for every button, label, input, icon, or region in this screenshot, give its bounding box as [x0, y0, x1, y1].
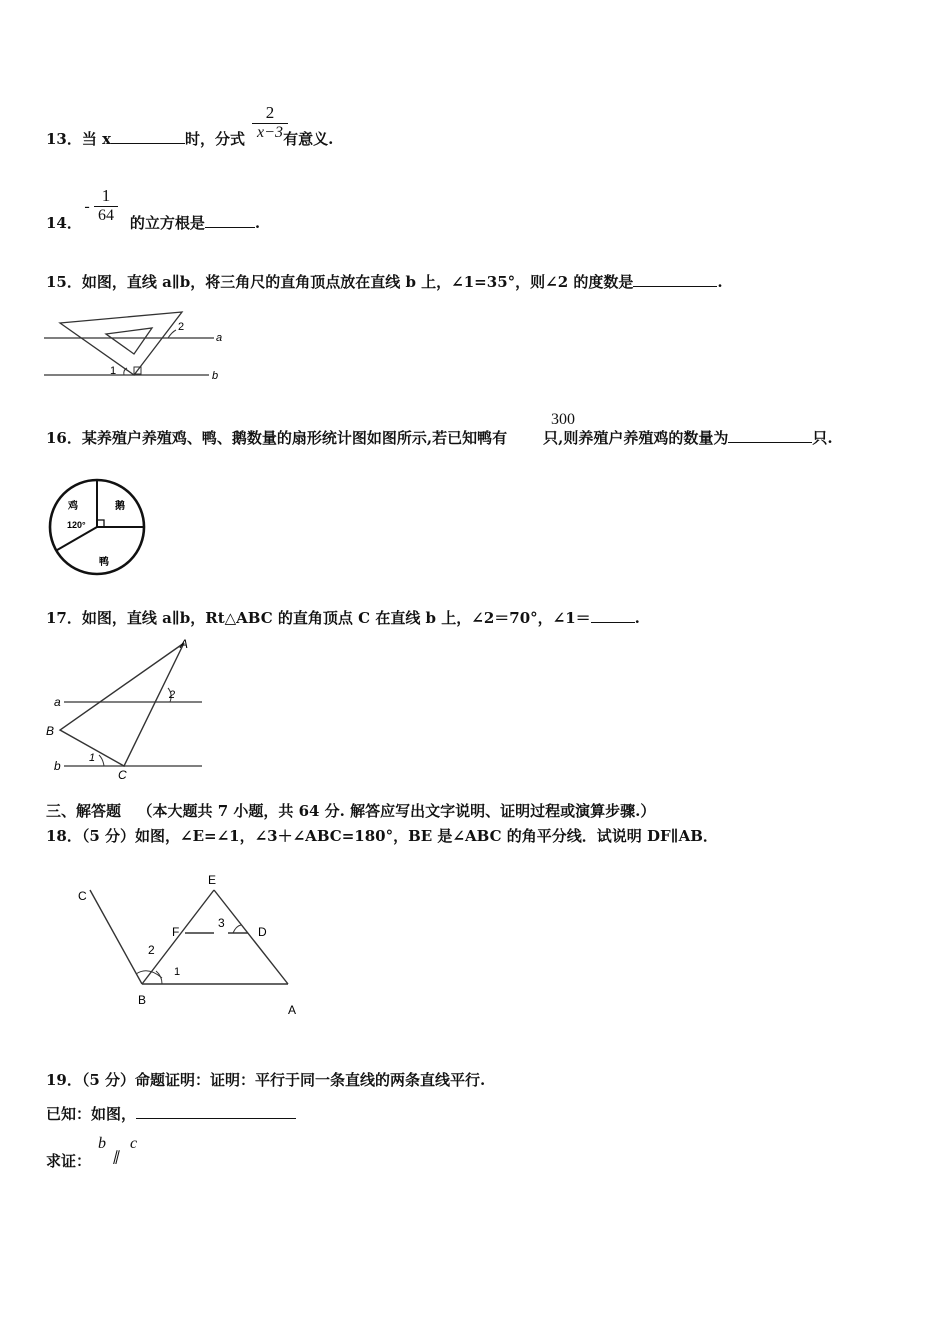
q14-frac-denominator: 64: [98, 207, 114, 224]
q15-angle2-arc: [168, 330, 176, 338]
q18-label-F: F: [172, 925, 180, 939]
q19-known-line: [46, 1103, 296, 1124]
q13-answer-blank[interactable]: [111, 129, 185, 144]
q19-known: 已知：如图，: [46, 1105, 137, 1123]
question-17: [46, 607, 640, 628]
q18-label-E: E: [208, 873, 217, 887]
q15-label-1: 1: [110, 365, 117, 377]
question-13: [46, 128, 333, 149]
q18-label-B: B: [138, 993, 147, 1007]
pie-label-goose: 鹅: [115, 501, 125, 512]
q17-label-A: A: [180, 637, 189, 651]
q19-parallel-symbol: ∥: [112, 1150, 119, 1165]
q15-text: 15．如图，直线 a∥b，将三角尺的直角顶点放在直线 b 上，∠1=35°，则∠2 的度数是: [46, 273, 634, 291]
q13-text-c: 有意义.: [283, 130, 334, 148]
q19-text: 19．（5 分）命题证明：证明：平行于同一条直线的两条直线平行.: [46, 1071, 486, 1089]
q17-text: 17．如图，直线 a∥b，Rt△ABC 的直角顶点 C 在直线 b 上，∠2＝70°，∠1＝: [46, 609, 591, 627]
q18-angle1-arc: [156, 971, 162, 984]
section-3-title: 三、解答题: [46, 802, 122, 820]
q17-label-a: a: [54, 695, 61, 709]
q15-figure: [44, 306, 244, 386]
question-14: [46, 212, 260, 233]
q17-answer-blank[interactable]: [591, 608, 635, 623]
q18-label-D: D: [258, 925, 267, 939]
q14-fraction: [94, 186, 118, 225]
q18-figure: [76, 870, 316, 1020]
q18-segment-EA: [214, 890, 288, 984]
question-18: [46, 825, 718, 846]
q13-text-a: 当 x: [81, 130, 112, 148]
pie-label-duck: 鸭: [99, 557, 109, 568]
q15-period: .: [717, 273, 723, 291]
q18-label-C: C: [78, 889, 87, 903]
section-3-note: （本大题共 7 小题，共 64 分. 解答应写出文字说明、证明过程或演算步骤.）: [137, 802, 656, 820]
pie-annotation-120: 120°: [67, 520, 86, 530]
section-3-heading: [46, 800, 655, 821]
q17-angle1-arc: [99, 755, 104, 766]
q13-frac-denominator: x−3: [257, 124, 283, 141]
question-15: [46, 271, 723, 292]
q15-label-b: b: [212, 370, 219, 382]
question-16: [46, 427, 833, 448]
pie-right-angle-mark: [97, 520, 104, 527]
q13-number: 13．: [46, 130, 82, 148]
q13-frac-numerator: 2: [265, 103, 275, 122]
q19-known-blank[interactable]: [136, 1104, 296, 1119]
q17-period: .: [634, 609, 640, 627]
question-19: [46, 1069, 485, 1090]
q16-text-a: 16．某养殖户养殖鸡、鸭、鹅数量的扇形统计图如图所示,若已知鸭有: [46, 429, 508, 447]
q18-label-3: 3: [218, 916, 225, 930]
q14-period: .: [254, 214, 261, 232]
q19-prove-line: [46, 1150, 91, 1171]
q19-prove: 求证：: [46, 1152, 92, 1170]
q19-prove-b: b: [98, 1135, 106, 1152]
q17-label-C: C: [118, 768, 127, 782]
q18-label-2: 2: [148, 943, 155, 957]
q17-label-1: 1: [89, 752, 96, 764]
q15-label-2: 2: [178, 321, 185, 333]
q14-frac-numerator: 1: [101, 186, 111, 205]
q15-label-a: a: [216, 332, 223, 344]
q18-ray-BC: [90, 890, 142, 984]
pie-label-chicken: 鸡: [68, 501, 78, 512]
q16-text-end: 只.: [812, 429, 833, 447]
q16-value-300: 300: [551, 411, 575, 428]
q15-triangle-inner: [106, 328, 152, 354]
q17-label-b: b: [54, 759, 61, 773]
q14-negative-sign: -: [84, 198, 90, 215]
q17-triangle: [60, 643, 184, 766]
q17-figure: [44, 637, 214, 782]
q14-number: 14．: [46, 214, 82, 232]
q15-answer-blank[interactable]: [633, 272, 717, 287]
pie-radius-lower-left: [56, 527, 97, 551]
q16-pie-chart: [47, 477, 151, 581]
q15-triangle-outer: [60, 312, 185, 375]
q17-label-2: 2: [169, 689, 176, 701]
q18-angle3-arc: [233, 925, 241, 933]
q19-prove-c: c: [130, 1135, 138, 1152]
q18-label-A: A: [288, 1003, 297, 1017]
q14-answer-blank[interactable]: [205, 213, 255, 228]
q13-text-b: 时，分式: [185, 130, 246, 148]
q17-label-B: B: [46, 724, 55, 738]
q18-label-1: 1: [174, 966, 181, 978]
q16-answer-blank[interactable]: [728, 428, 812, 443]
q13-fraction: [252, 103, 288, 142]
q16-text-b: 只,则养殖户养殖鸡的数量为: [543, 429, 729, 447]
q18-text: 18．（5 分）如图，∠E=∠1，∠3＋∠ABC=180°，BE 是∠ABC 的角平分线．试说明 DF∥AB．: [46, 827, 718, 845]
q14-text-a: 的立方根是: [129, 214, 205, 232]
